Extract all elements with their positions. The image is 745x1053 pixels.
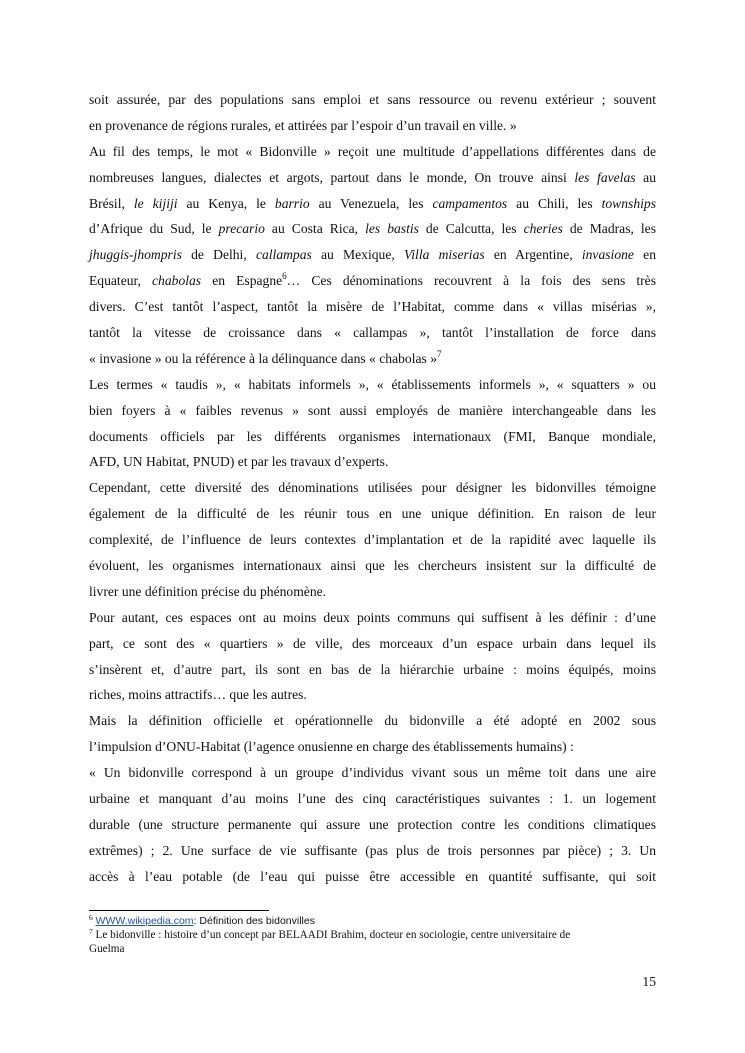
text-segment: bien foyers à « faibles revenus » sont aussi employés de manière interchangeable dans les bbox=[89, 402, 656, 418]
text-line bbox=[89, 786, 656, 812]
text-segment: Au fil des temps, le mot « Bidonville » reçoit une multitude d’appellations différentes dans de bbox=[89, 143, 656, 159]
footnote-separator bbox=[89, 910, 269, 911]
text-line bbox=[89, 398, 656, 424]
text-line bbox=[89, 812, 656, 838]
text-line bbox=[89, 657, 656, 683]
footnote-7 bbox=[89, 928, 656, 942]
text-line bbox=[89, 475, 656, 501]
text-line bbox=[89, 838, 656, 864]
italic-term: precario bbox=[218, 221, 265, 237]
text-segment: complexité, de l’influence de leurs contextes d’implantation et de la rapidité avec laquelle ils bbox=[89, 532, 656, 548]
italic-term: les bastis bbox=[365, 221, 419, 237]
text-line bbox=[89, 734, 656, 760]
text-segment: d’Afrique du Sud, le bbox=[89, 221, 219, 237]
italic-term: Villa miserias bbox=[403, 247, 485, 263]
text-line bbox=[89, 87, 656, 113]
text-segment: riches, moins attractifs… que les autres. bbox=[89, 687, 307, 703]
text-line bbox=[89, 424, 656, 450]
text-line bbox=[89, 605, 656, 631]
text-segment: au Venezuela, les bbox=[309, 195, 433, 211]
text-segment: Pour autant, ces espaces ont au moins deux points communs qui suffisent à les définir : d’une bbox=[89, 609, 656, 625]
text-line bbox=[89, 268, 656, 294]
text-segment: durable (une structure permanente qui assure une protection contre les conditions climatiques bbox=[89, 816, 656, 832]
italic-term: townships bbox=[601, 195, 656, 211]
text-line bbox=[89, 708, 656, 734]
italic-term: les favelas bbox=[574, 169, 636, 185]
italic-term: invasione bbox=[581, 247, 634, 263]
text-segment: de Delhi, bbox=[181, 247, 256, 263]
text-line bbox=[89, 242, 656, 268]
text-segment: Equateur, bbox=[89, 273, 153, 289]
text-segment: urbaine et manquant d’au moins l’une des cinq caractéristiques suivantes : 1. un logement bbox=[89, 791, 656, 807]
text-segment: l’impulsion d’ONU-Habitat (l’agence onusienne en charge des établissements humains) : bbox=[89, 739, 574, 755]
footnote-7-number: 7 bbox=[89, 927, 93, 936]
text-segment: accès à l’eau potable (de l’eau qui puisse être accessible en quantité suffisante, qui soit bbox=[89, 868, 656, 884]
text-line bbox=[89, 760, 656, 786]
text-segment: de Calcutta, les bbox=[418, 221, 524, 237]
text-line bbox=[89, 631, 656, 657]
footnote-ref: 7 bbox=[437, 348, 442, 359]
footnote-6-number: 6 bbox=[89, 913, 93, 922]
body-text bbox=[89, 87, 656, 890]
text-segment: au Chili, les bbox=[507, 195, 602, 211]
text-segment: au Kenya, le bbox=[177, 195, 275, 211]
text-line bbox=[89, 864, 656, 890]
text-line bbox=[89, 372, 656, 398]
text-line bbox=[89, 553, 656, 579]
text-line bbox=[89, 113, 656, 139]
text-segment: documents officiels par les différents organismes internationaux (FMI, Banque mondiale, bbox=[89, 428, 656, 444]
text-segment: soit assurée, par des populations sans emploi et sans ressource ou revenu extérieur ; souvent bbox=[89, 92, 656, 107]
text-segment: en Argentine, bbox=[484, 247, 582, 263]
text-segment: également de la difficulté de les réunir tous en une unique définition. En raison de leur bbox=[89, 506, 656, 522]
page-number: 15 bbox=[642, 974, 656, 989]
text-segment: s’insèrent et, d’autre part, ils sont en bas de la hiérarchie urbaine : moins équipés, moins bbox=[89, 661, 656, 677]
text-segment: de Madras, les bbox=[562, 221, 656, 237]
italic-term: cheries bbox=[523, 221, 563, 237]
text-segment: en provenance de régions rurales, et attirées par l’espoir d’un travail en ville. » bbox=[89, 117, 517, 133]
text-line bbox=[89, 501, 656, 527]
text-line bbox=[89, 449, 656, 475]
text-segment: au bbox=[635, 169, 656, 185]
text-segment: au Costa Rica, bbox=[264, 221, 366, 237]
footnote-6 bbox=[89, 914, 656, 928]
text-segment: tantôt la vitesse de croissance dans « callampas », tantôt l’installation de force dans bbox=[89, 325, 656, 341]
text-segment: « invasione » ou la référence à la délinquance dans « chabolas » bbox=[89, 350, 438, 366]
italic-term: chabolas bbox=[152, 273, 202, 289]
text-segment: extrêmes) ; 2. Une surface de vie suffisante (pas plus de trois personnes par pièce) ; 3. Un bbox=[89, 842, 656, 858]
text-segment: Mais la définition officielle et opérationnelle du bidonville a été adopté en 2002 sous bbox=[89, 713, 656, 729]
italic-term: campamentos bbox=[432, 195, 508, 211]
text-segment: nombreuses langues, dialectes et argots, partout dans le monde, On trouve ainsi bbox=[89, 169, 575, 185]
text-line bbox=[89, 320, 656, 346]
text-segment: divers. C’est tantôt l’aspect, tantôt la misère de l’Habitat, comme dans « villas misérias », bbox=[89, 299, 656, 315]
italic-term: jhuggis-jhompris bbox=[89, 247, 182, 263]
text-segment: livrer une définition précise du phénomène. bbox=[89, 583, 327, 599]
text-segment: Brésil, bbox=[89, 195, 134, 211]
text-segment: évoluent, les organismes internationaux ainsi que les chercheurs insistent sur la difficulté de bbox=[89, 558, 656, 574]
footnote-6-link[interactable]: WWW.wikipedia.com bbox=[95, 915, 194, 927]
text-segment: AFD, UN Habitat, PNUD) et par les travaux d’experts. bbox=[89, 454, 389, 470]
text-line bbox=[89, 527, 656, 553]
text-line bbox=[89, 579, 656, 605]
footnote-7-text: Le bidonville : histoire d’un concept par BELAADI Brahim, docteur en sociologie, centre universitaire de bbox=[92, 929, 571, 941]
text-line bbox=[89, 216, 656, 242]
italic-term: barrio bbox=[274, 195, 310, 211]
italic-term: le kijiji bbox=[133, 195, 178, 211]
footnote-7-continuation: Guelma bbox=[89, 943, 125, 955]
text-line bbox=[89, 139, 656, 165]
text-line bbox=[89, 165, 656, 191]
text-segment: en Espagne bbox=[201, 273, 283, 289]
text-segment: en bbox=[633, 247, 656, 263]
text-segment: « Un bidonville correspond à un groupe d’individus vivant sous un même toit dans une aire bbox=[89, 765, 656, 781]
text-segment: part, ce sont des « quartiers » de ville, des morceaux d’un espace urbain dans lequel ils bbox=[89, 635, 656, 651]
text-segment: au Mexique, bbox=[311, 247, 404, 263]
text-line bbox=[89, 191, 656, 217]
text-line bbox=[89, 682, 656, 708]
text-line bbox=[89, 346, 656, 372]
footnote-ref: 6 bbox=[282, 271, 287, 282]
text-segment: Les termes « taudis », « habitats informels », « établissements informels », « squatters » ou bbox=[89, 376, 656, 392]
text-segment: Cependant, cette diversité des dénominations utilisées pour désigner les bidonvilles témoigne bbox=[89, 480, 656, 496]
text-line bbox=[89, 294, 656, 320]
italic-term: callampas bbox=[255, 247, 312, 263]
footnotes bbox=[89, 914, 656, 956]
footnote-6-text: : Définition des bidonvilles bbox=[193, 915, 315, 927]
text-segment: … Ces dénominations recouvrent à la fois des sens très bbox=[286, 273, 656, 289]
